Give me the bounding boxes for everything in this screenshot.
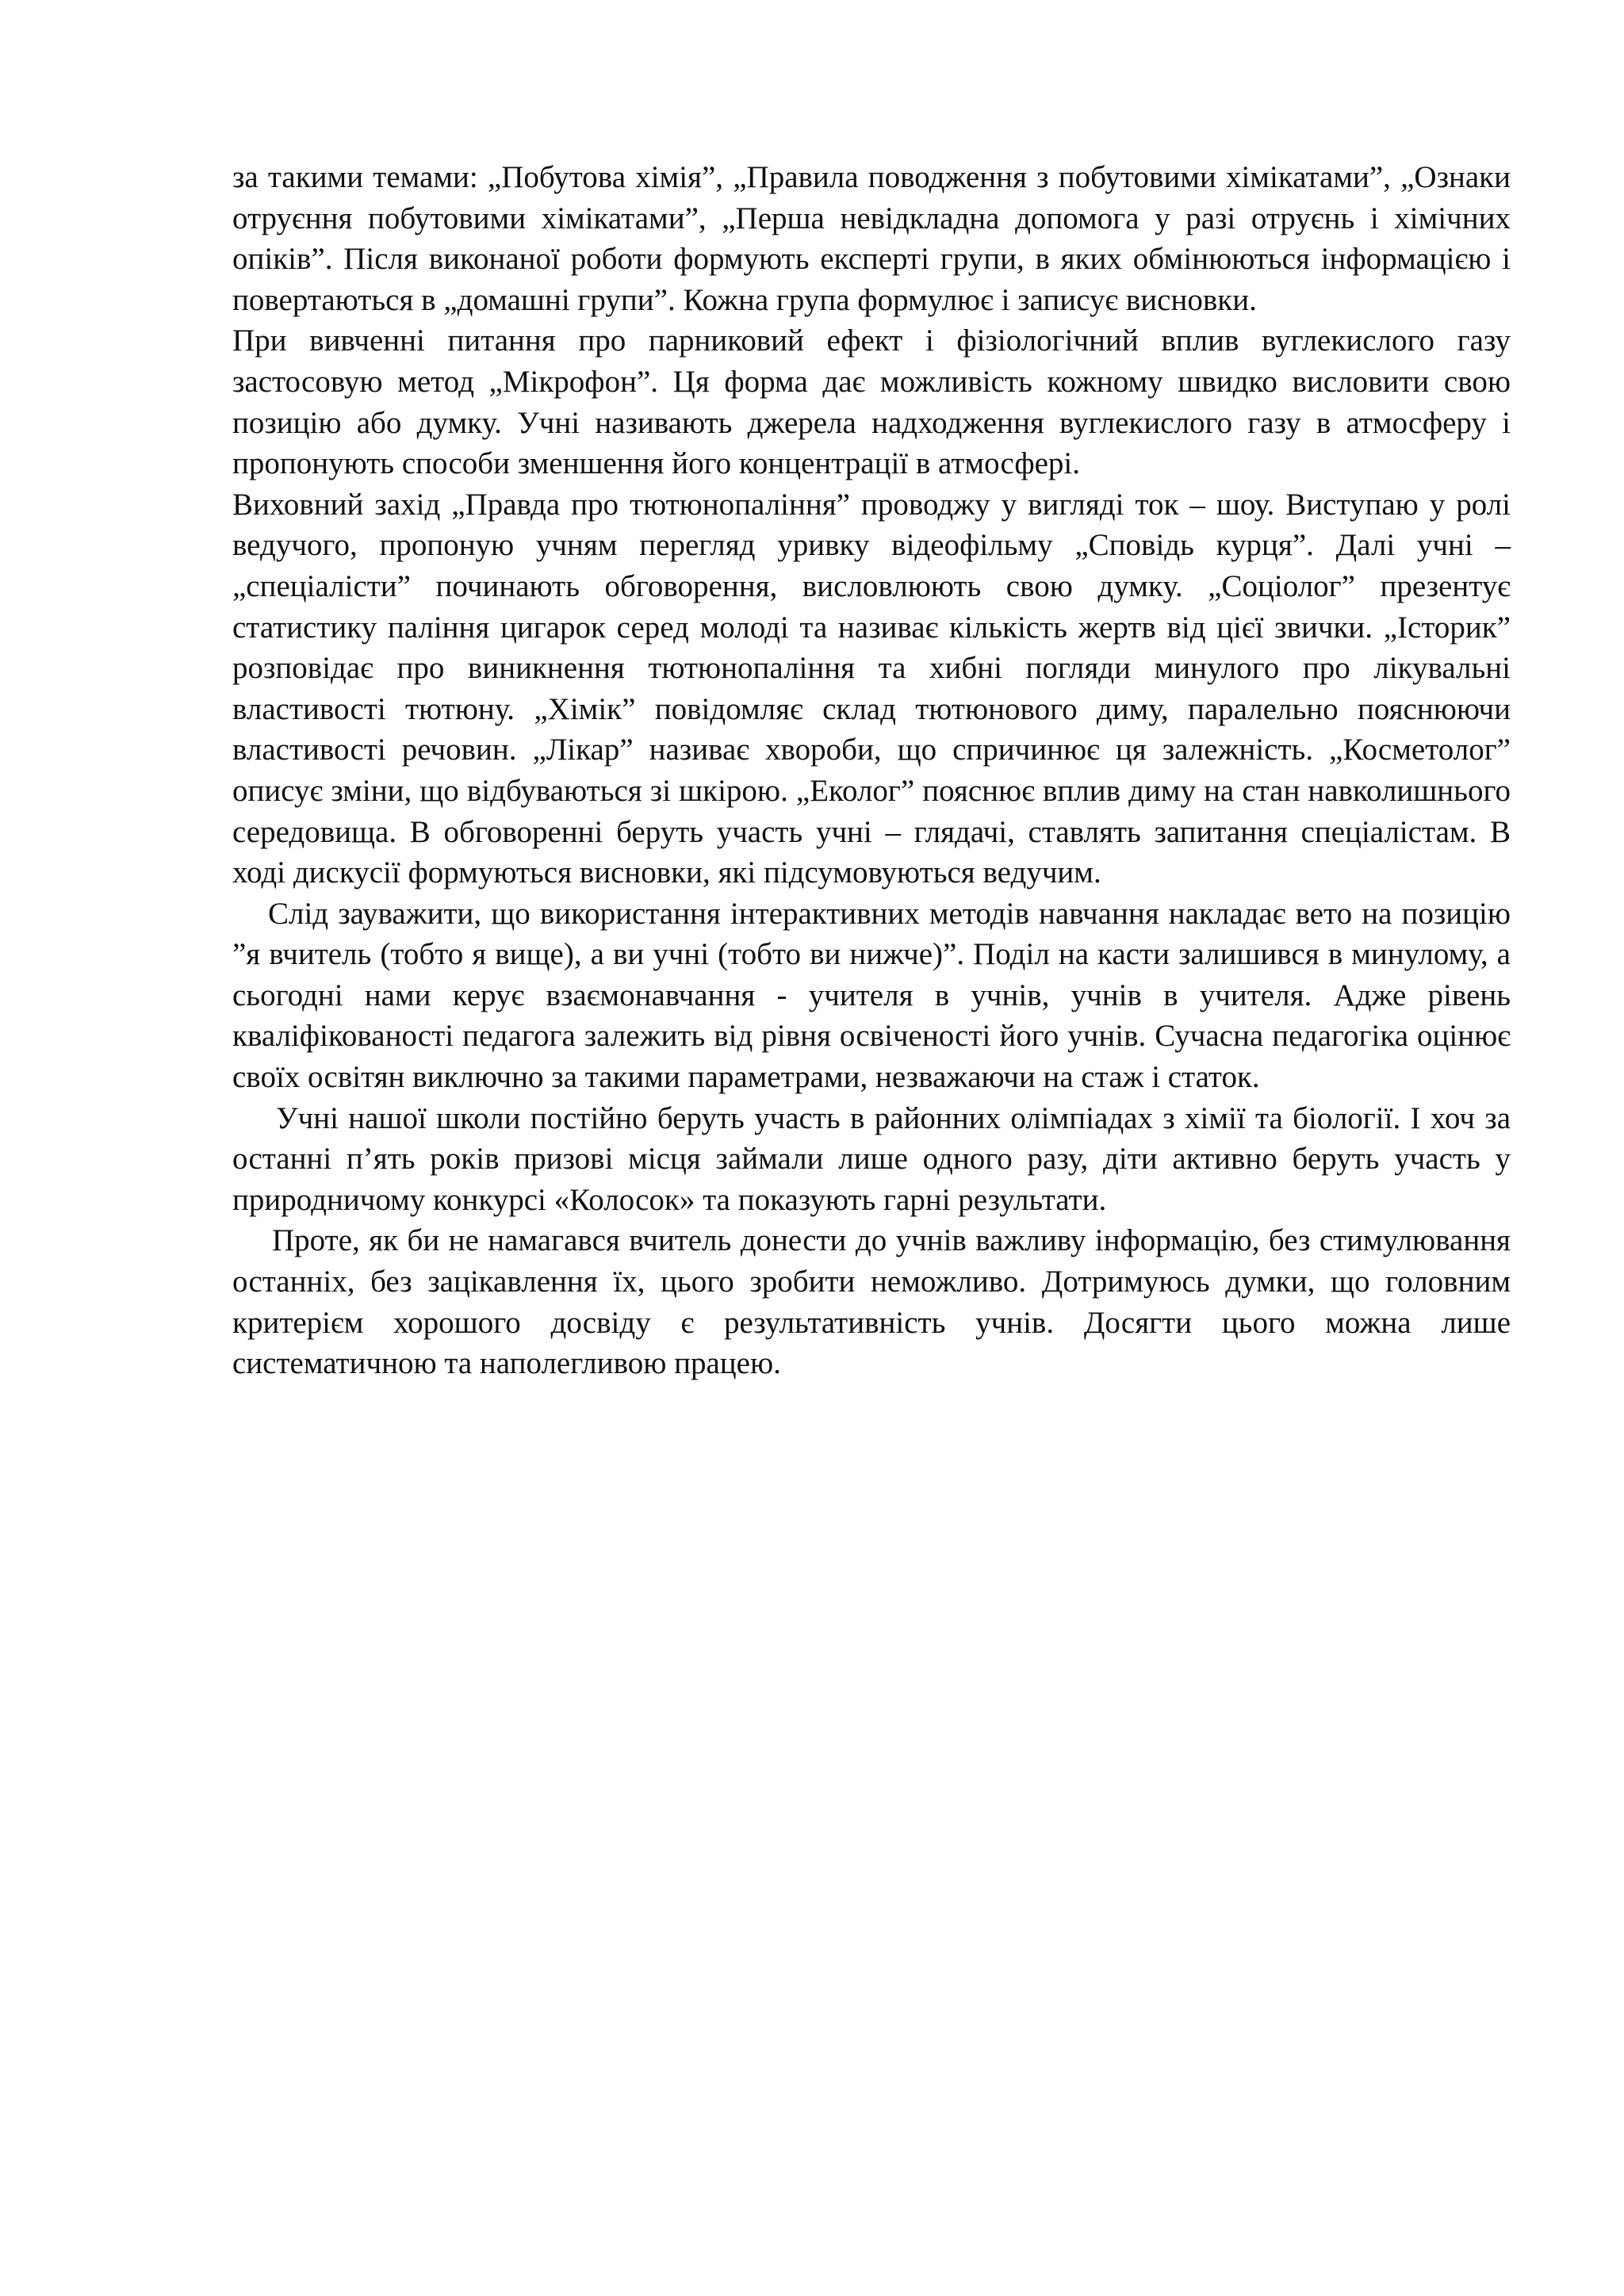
- paragraph-group-work: за такими темами: „Побутова хімія”, „Правила поводження з побутовими хімікатами”, „Ознаки отруєння побутовими хімікатами”, „Перша невідкладна допомога у разі отруєнь і хімічних опіків”. Після виконаної роботи формують експерті групи, в яких обмінюються інформацією і повертаються в „домашні групи”. Кожна група формулює і записує висновки.: [232, 160, 1511, 317]
- paragraph-talk-show-event: Виховний захід „Правда про тютюнопаління” проводжу у вигляді ток – шоу. Виступаю у ролі ведучого, пропоную учням перегляд уривку відеофільму „Сповідь курця”. Далі учні – „спеціалісти” починають обговорення, висловлюють свою думку. „Соціолог” презентує статистику паління цигарок серед молоді та називає кількість жертв від цієї звички. „Історик” розповідає про виникнення тютюнопаління та хибні погляди минулого про лікувальні властивості тютюну. „Хімік” повідомляє склад тютюнового диму, паралельно пояснюючи властивості речовин. „Лікар” називає хвороби, що спричинює ця залежність. „Косметолог” описує зміни, що відбуваються зі шкірою. „Еколог” пояснює вплив диму на стан навколишнього середовища. В обговоренні беруть участь учні – глядачі, ставлять запитання спеціалістам. В ході дискусії формуються висновки, які підсумовуються ведучим.: [232, 487, 1511, 890]
- paragraph-conclusion: Проте, як би не намагався вчитель донести до учнів важливу інформацію, без стимулювання останніх, без зацікавлення їх, цього зробити неможливо. Дотримуюсь думки, що головним критерієм хорошого досвіду є результативність учнів. Досягти цього можна лише систематичною та наполегливою працею.: [232, 1223, 1511, 1381]
- paragraph-microphone-method: При вивченні питання про парниковий ефект і фізіологічний вплив вуглекислого газу застосовую метод „Мікрофон”. Ця форма дає можливість кожному швидко висловити свою позицію або думку. Учні називають джерела надходження вуглекислого газу в атмосферу і пропонують способи зменшення його концентрації в атмосфері.: [232, 323, 1511, 481]
- paragraph-interactive-methods: Слід зауважити, що використання інтерактивних методів навчання накладає вето на позицію ”я вчитель (тобто я вище), а ви учні (тобто ви нижче)”. Поділ на касти залишився в минулому, а сьогодні нами керує взаємонавчання - учителя в учнів, учнів в учителя. Адже рівень кваліфікованості педагога залежить від рівня освіченості його учнів. Сучасна педагогіка оцінює своїх освітян виключно за такими параметрами, незважаючи на стаж і статок.: [232, 896, 1511, 1095]
- document-body: [232, 157, 1511, 1384]
- paragraph-olympiads: Учні нашої школи постійно беруть участь в районних олімпіадах з хімії та біології. І хоч за останні п’ять років призові місця займали лише одного разу, діти активно беруть участь у природничому конкурсі «Колосок» та показують гарні результати.: [232, 1100, 1511, 1217]
